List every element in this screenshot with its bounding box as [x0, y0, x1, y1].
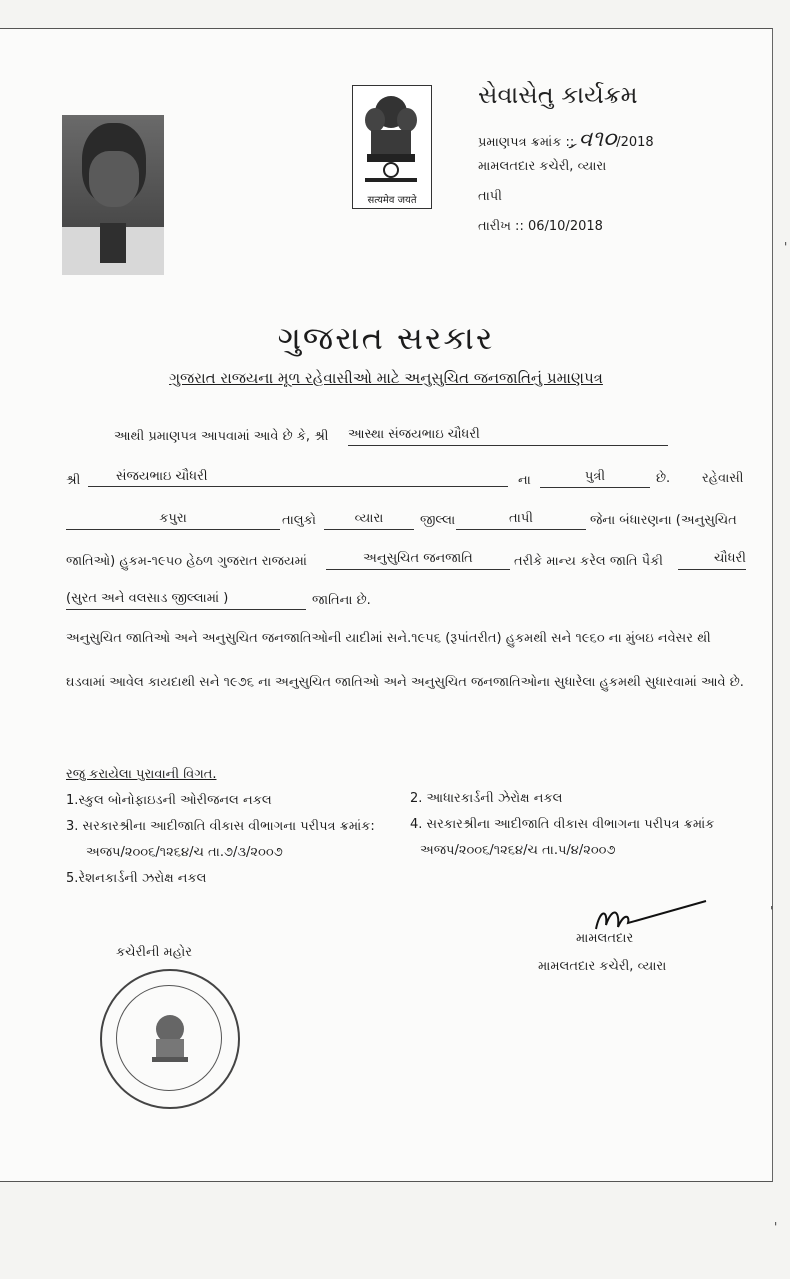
date-label: તારીખ ::: [478, 219, 524, 234]
edge-mark: ': [770, 904, 774, 918]
date-value: 06/10/2018: [527, 219, 603, 234]
office-name: મામલતદાર કચેરી, વ્યારા: [478, 159, 607, 174]
relation-value: પુત્રી: [584, 469, 606, 484]
body-line-2-che: છે.: [656, 471, 671, 486]
certificate-number: [478, 127, 654, 152]
proof-item-3-ref: અજપ/૨૦૦૬/૧૨૬૪/ચ તા.૭/૩/૨૦૦૭: [86, 845, 283, 860]
body-line-1-prefix: આથી પ્રમાણપત્ર આપવામાં આવે છે કે, શ્રી: [114, 429, 329, 444]
parent-name: સંજયભાઇ ચૌધરી: [116, 469, 208, 484]
body-line-2-resident: રહેવાસી: [702, 471, 744, 486]
document-title: ગુજરાત સરકાર: [277, 319, 495, 357]
body-line-5-tail: જાતિના છે.: [312, 593, 371, 608]
signatory-office: મામલતદાર કચેરી, વ્યારા: [538, 959, 667, 974]
proof-item-3: 3. સરકારશ્રીના આદીજાતિ વીકાસ વીભાગના પરીપત્ર ક્રમાંક:: [66, 819, 375, 834]
holder-name-field: [348, 427, 668, 446]
district-label: જીલ્લા: [420, 513, 456, 528]
body-line-2-na: ના: [518, 473, 531, 488]
relation-field: [540, 469, 650, 488]
taluka-label: તાલુકો: [282, 513, 317, 528]
district-value: તાપી: [509, 511, 533, 526]
area-field: [66, 591, 306, 610]
legal-paragraph: અનુસુચિત જાતિઓ અને અનુસુચિત જનજાતિઓની યાદીમાં સને.૧૯૫૬ (રૂપાંતરીત) હુકમથી સને ૧૯૬૦ ના મુંબઇ નવેસર થી ઘડવામાં આવેલ કાયદાથી સને ૧૯૭૬ ના અનુસુચિત જાતિઓ અને અનુસુચિત જનજાતિઓના સુધારેલા હુકમથી સુધારવામાં આવે છે.: [66, 631, 744, 690]
body-line-4-prefix: જાતિઓ) હુકમ-૧૯૫૦ હેઠળ ગુજરાત રાજયમાં: [66, 554, 307, 569]
proof-item-5: 5.રેશનકાર્ડની ઝરોક્ષ નકલ: [66, 871, 207, 886]
national-emblem: [352, 85, 432, 209]
taluka-value: વ્યારા: [354, 511, 384, 526]
applicant-photo: [62, 115, 164, 275]
signatory-title: મામલતદાર: [576, 931, 634, 946]
area-value: (સુરત અને વલસાડ જીલ્લામાં ): [66, 591, 229, 606]
taluka-field: [324, 511, 414, 530]
cert-no-handwritten: ર્‍વ૧૦: [578, 127, 617, 152]
category-field: [326, 551, 510, 570]
village-value: કપુરા: [159, 511, 187, 526]
proof-item-2: 2. આધારકાર્ડની ઝેરોક્ષ નકલ: [410, 791, 563, 806]
proof-item-4-ref: અજપ/૨૦૦૬/૧૨૬૪/ચ તા.પ/૪/૨૦૦૭: [420, 843, 616, 858]
district-name: તાપી: [478, 189, 502, 204]
category-value: અનુસુચિત જનજાતિ: [363, 551, 473, 566]
village-field: [66, 511, 280, 530]
proof-item-1: 1.સ્કુલ બોનોફાઇડની ઓરીજનલ નકલ: [66, 793, 272, 808]
caste-value: ચૌધરી: [714, 551, 746, 566]
emblem-motto: सत्यमेव जयते: [367, 195, 417, 206]
body-line-2-shri: શ્રી: [66, 473, 81, 488]
caste-field: [678, 551, 746, 570]
parent-name-field: [88, 469, 508, 487]
lion-capital-icon: [359, 90, 423, 188]
document-subtitle: ગુજરાત રાજયના મૂળ રહેવાસીઓ માટે અનુસુચિત જનજાતિનું પ્રમાણપત્ર: [169, 369, 603, 387]
program-title: સેવાસેતુ કાર્યક્રમ: [478, 81, 638, 109]
body-line-4-mid: તરીકે માન્ય કરેલ જાતિ પૈકી: [514, 554, 663, 569]
edge-mark: ': [774, 1220, 778, 1234]
body-line-3-tail: જેના બંધારણના (અનુસુચિત: [590, 513, 737, 528]
holder-name: આસ્થા સંજયભાઇ ચૌધરી: [348, 427, 480, 442]
office-seal: [100, 969, 240, 1109]
edge-mark: ': [784, 240, 788, 254]
district-field: [456, 511, 586, 530]
proof-item-4: 4. સરકારશ્રીના આદીજાતિ વીકાસ વીભાગના પરીપત્ર ક્રમાંક: [410, 817, 715, 832]
proofs-heading: રજુ કરાયેલા પુરાવાની વિગત.: [66, 767, 217, 782]
seal-label: કચેરીની મહોર: [116, 945, 192, 960]
seal-emblem-icon: [102, 971, 238, 1107]
issue-date: [478, 219, 603, 234]
cert-no-year: /2018: [616, 135, 654, 150]
certificate-page: [0, 28, 773, 1182]
cert-no-label: પ્રમાણપત્ર ક્રમાંક ::: [478, 135, 575, 150]
